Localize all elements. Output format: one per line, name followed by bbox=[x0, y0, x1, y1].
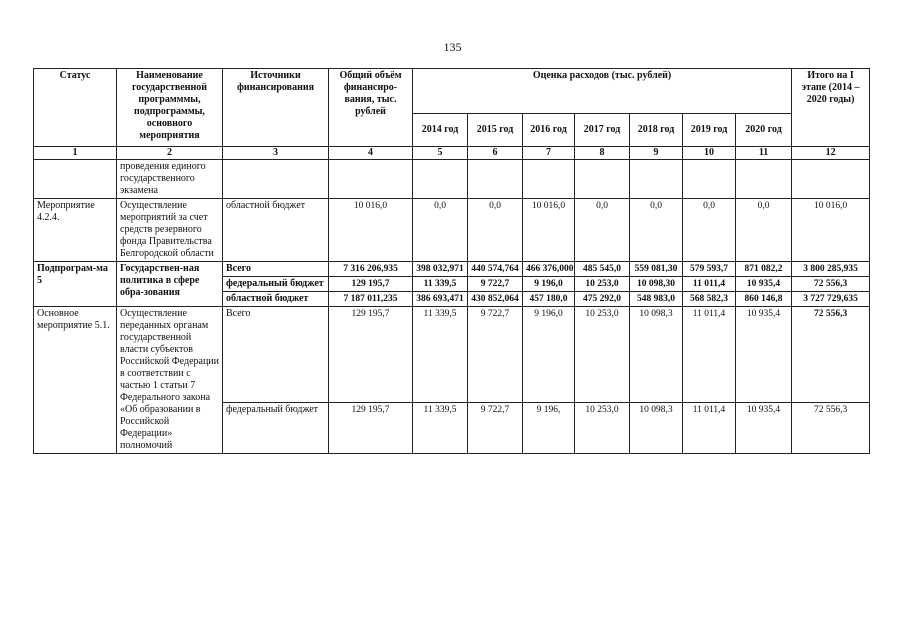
header-year: 2018 год bbox=[630, 114, 683, 147]
row-stage-total: 10 016,0 bbox=[792, 199, 870, 262]
row-stage-total bbox=[792, 160, 870, 199]
column-number: 11 bbox=[736, 147, 792, 160]
row-source: Всего bbox=[223, 307, 329, 403]
main-activity-status: Основное мероприятие 5.1. bbox=[34, 307, 117, 454]
row-value: 440 574,764 bbox=[468, 262, 523, 277]
row-total bbox=[329, 160, 413, 199]
row-source: федеральный бюджет bbox=[223, 403, 329, 454]
page-number: 135 bbox=[443, 40, 462, 54]
row-value: 0,0 bbox=[575, 199, 630, 262]
column-number: 10 bbox=[683, 147, 736, 160]
row-total: 129 195,7 bbox=[329, 307, 413, 403]
row-value: 0,0 bbox=[683, 199, 736, 262]
row-value: 457 180,0 bbox=[523, 292, 575, 307]
budget-table bbox=[33, 68, 870, 454]
column-number: 5 bbox=[413, 147, 468, 160]
row-status bbox=[34, 160, 117, 199]
row-value: 475 292,0 bbox=[575, 292, 630, 307]
header-year: 2020 год bbox=[736, 114, 792, 147]
main-activity-row-total bbox=[34, 307, 870, 403]
row-value: 559 081,30 bbox=[630, 262, 683, 277]
header-sources: Источники финансирования bbox=[223, 69, 329, 147]
column-number: 2 bbox=[117, 147, 223, 160]
row-value: 0,0 bbox=[630, 199, 683, 262]
row-value: 860 146,8 bbox=[736, 292, 792, 307]
row-value: 10 098,3 bbox=[630, 403, 683, 454]
row-stage-total: 3 800 285,935 bbox=[792, 262, 870, 277]
row-value bbox=[630, 160, 683, 199]
row-stage-total: 72 556,3 bbox=[792, 307, 870, 403]
row-value: 9 196,0 bbox=[523, 277, 575, 292]
row-value: 430 852,064 bbox=[468, 292, 523, 307]
column-number: 6 bbox=[468, 147, 523, 160]
row-value: 11 011,4 bbox=[683, 277, 736, 292]
header-estimate: Оценка расходов (тыс. рублей) bbox=[413, 69, 792, 114]
row-source bbox=[223, 160, 329, 199]
row-value: 11 339,5 bbox=[413, 403, 468, 454]
row-total: 10 016,0 bbox=[329, 199, 413, 262]
row-status: Мероприятие 4.2.4. bbox=[34, 199, 117, 262]
header-row bbox=[34, 69, 870, 114]
column-number: 4 bbox=[329, 147, 413, 160]
row-value: 386 693,471 bbox=[413, 292, 468, 307]
row-value bbox=[683, 160, 736, 199]
header-year: 2016 год bbox=[523, 114, 575, 147]
row-value: 871 082,2 bbox=[736, 262, 792, 277]
column-number: 9 bbox=[630, 147, 683, 160]
header-year: 2015 год bbox=[468, 114, 523, 147]
row-total: 129 195,7 bbox=[329, 277, 413, 292]
column-number: 12 bbox=[792, 147, 870, 160]
row-source: Всего bbox=[223, 262, 329, 277]
table-row bbox=[34, 160, 870, 199]
row-value: 10 935,4 bbox=[736, 403, 792, 454]
row-value: 11 011,4 bbox=[683, 307, 736, 403]
row-value: 10 016,0 bbox=[523, 199, 575, 262]
row-total: 7 187 011,235 bbox=[329, 292, 413, 307]
header-status: Статус bbox=[34, 69, 117, 147]
row-value: 9 196,0 bbox=[523, 307, 575, 403]
row-value: 11 339,5 bbox=[413, 277, 468, 292]
row-name: Осуществление мероприятий за счет средств резервного фонда Правительства Белгородской области bbox=[117, 199, 223, 262]
row-value: 9 722,7 bbox=[468, 277, 523, 292]
row-value: 485 545,0 bbox=[575, 262, 630, 277]
subprogram-row-total bbox=[34, 262, 870, 277]
header-year: 2019 год bbox=[683, 114, 736, 147]
row-value bbox=[523, 160, 575, 199]
row-value: 10 935,4 bbox=[736, 307, 792, 403]
row-total: 129 195,7 bbox=[329, 403, 413, 454]
row-value: 9 722,7 bbox=[468, 307, 523, 403]
header-year: 2014 год bbox=[413, 114, 468, 147]
row-value: 398 032,971 bbox=[413, 262, 468, 277]
row-value: 548 983,0 bbox=[630, 292, 683, 307]
row-value: 11 011,4 bbox=[683, 403, 736, 454]
row-total: 7 316 206,935 bbox=[329, 262, 413, 277]
main-activity-name: Осуществление переданных органам государственной власти субъектов Российской Федерации в соответствии с частью 1 статьи 7 Федерального закона «Об образовании в Российской Федерации» полномочий bbox=[117, 307, 223, 454]
column-numbers-row bbox=[34, 147, 870, 160]
row-value: 0,0 bbox=[413, 199, 468, 262]
column-number: 1 bbox=[34, 147, 117, 160]
row-value: 10 935,4 bbox=[736, 277, 792, 292]
row-value: 466 376,000 bbox=[523, 262, 575, 277]
row-source: областной бюджет bbox=[223, 292, 329, 307]
row-source: федеральный бюджет bbox=[223, 277, 329, 292]
row-value: 10 253,0 bbox=[575, 307, 630, 403]
row-name: проведения единого государственного экзамена bbox=[117, 160, 223, 199]
column-number: 7 bbox=[523, 147, 575, 160]
row-value bbox=[575, 160, 630, 199]
row-value bbox=[468, 160, 523, 199]
header-year: 2017 год bbox=[575, 114, 630, 147]
row-value: 10 253,0 bbox=[575, 277, 630, 292]
row-stage-total: 72 556,3 bbox=[792, 403, 870, 454]
row-value: 10 098,3 bbox=[630, 307, 683, 403]
column-number: 3 bbox=[223, 147, 329, 160]
row-stage-total: 72 556,3 bbox=[792, 277, 870, 292]
row-value: 11 339,5 bbox=[413, 307, 468, 403]
row-value: 0,0 bbox=[468, 199, 523, 262]
header-program-name: Наименование государственной программмы, подпрограммы, основного мероприятия bbox=[117, 69, 223, 147]
row-value: 0,0 bbox=[736, 199, 792, 262]
row-value: 9 722,7 bbox=[468, 403, 523, 454]
subprogram-status: Подпрограм-ма 5 bbox=[34, 262, 117, 307]
row-source: областной бюджет bbox=[223, 199, 329, 262]
row-stage-total: 3 727 729,635 bbox=[792, 292, 870, 307]
row-value: 568 582,3 bbox=[683, 292, 736, 307]
header-stage-total: Итого на I этапе (2014 – 2020 годы) bbox=[792, 69, 870, 147]
table-row bbox=[34, 199, 870, 262]
row-value bbox=[736, 160, 792, 199]
row-value bbox=[413, 160, 468, 199]
column-number: 8 bbox=[575, 147, 630, 160]
row-value: 9 196, bbox=[523, 403, 575, 454]
row-value: 579 593,7 bbox=[683, 262, 736, 277]
row-value: 10 253,0 bbox=[575, 403, 630, 454]
row-value: 10 098,30 bbox=[630, 277, 683, 292]
header-total: Общий объём финансиро-вания, тыс. рублей bbox=[329, 69, 413, 147]
subprogram-name: Государствен-ная политика в сфере обра-зования bbox=[117, 262, 223, 307]
